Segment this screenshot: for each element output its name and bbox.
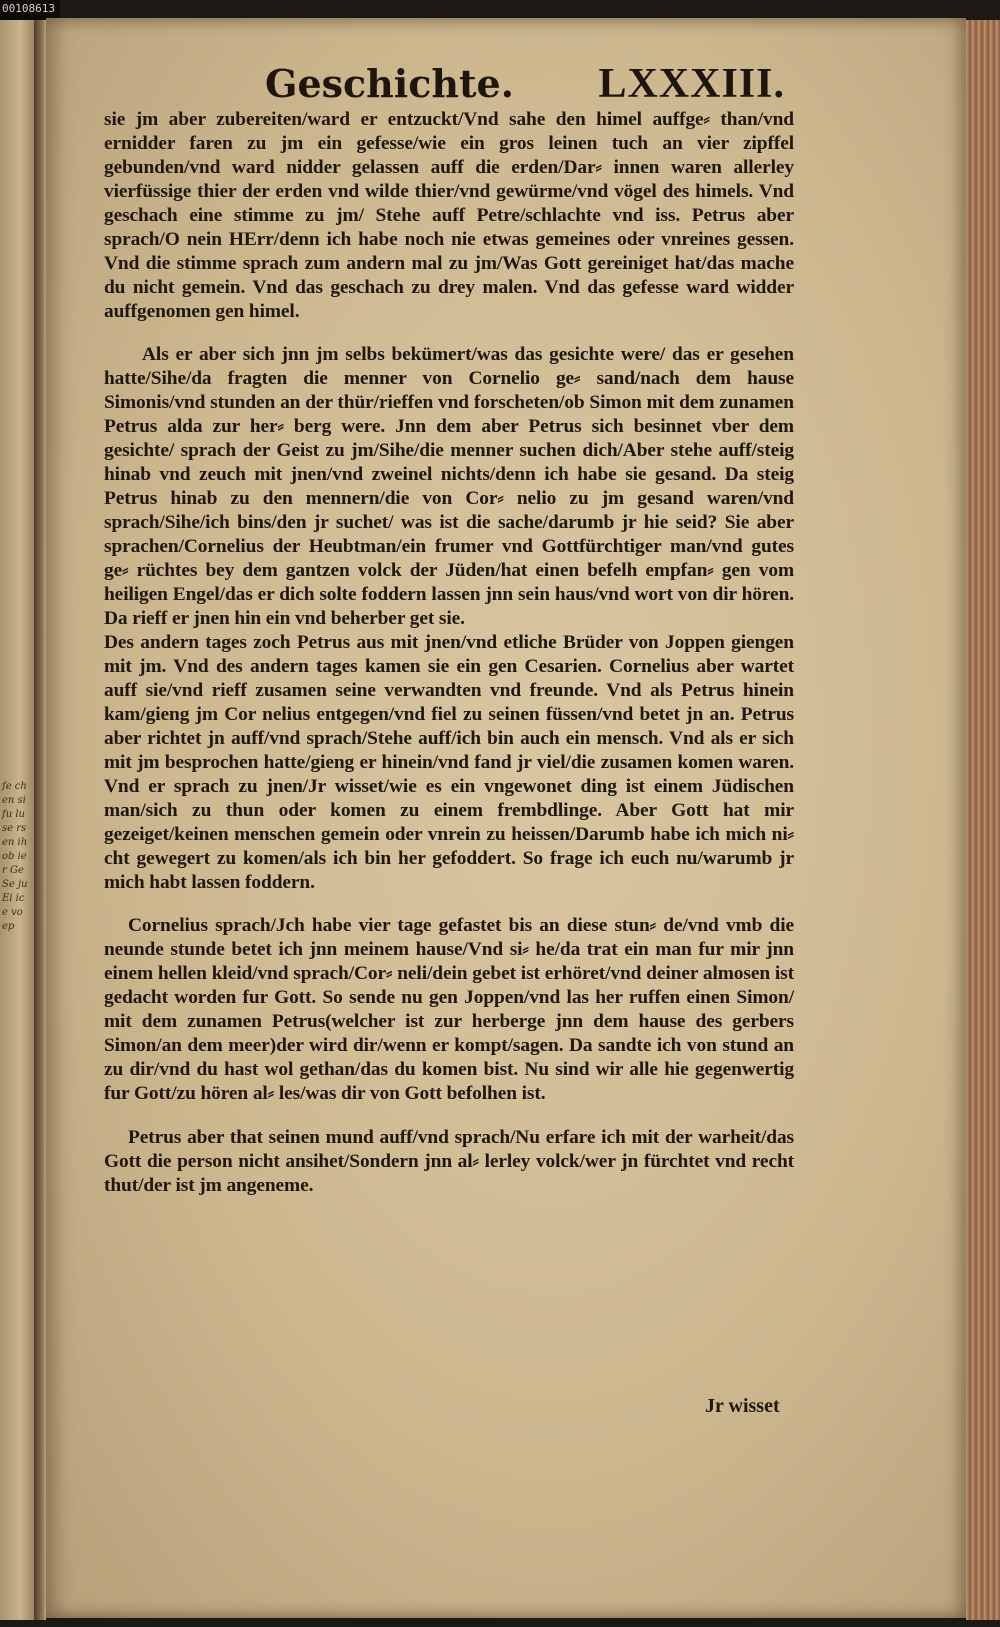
paragraph-5: Petrus aber that seinen mund auff/vnd sprach/Nu erfare ich mit der warheit/das Gott die person nicht ansihet/Sondern jnn al⸗ lerley volck/wer jn fürchtet vnd recht thut/der ist jm angeneme. <box>104 1127 794 1196</box>
facing-page-margin-fragments: fe ch en si fu lu se rs en ih ob ier Ge Se ju Ei ice vo ep <box>2 781 28 932</box>
paragraph-3: Des andern tages zoch Petrus aus mit jnen/vnd etliche Brüder von Joppen giengen mit jm. Vnd des andern tages kamen sie ein gen Cesarien. Cornelius aber wartet auff sie/vnd rieff zusamen seine verwandten vnd freunde. Vnd als Petrus hinein kam/gieng jm Cor nelius entgegen/vnd fiel zu seinen füssen/vnd betet jn an. Petrus aber richtet jn auff/vnd sprach/Stehe auff/ich bin auch ein mensch. Vnd als er sich mit jm besprochen hatte/gieng er hinein/vnd fand jr viel/die zusamen komen waren. Vnd er sprach zu jnen/Jr wisset/wie es ein vngewonet ding ist einem Jüdischen man/sich zu thun oder komen zu einem frembdlinge. Aber Gott hat mir gezeiget/keinen menschen gemein oder vnrein zu heissen/Darumb habe ich mich ni⸗ cht gewegert zu komen/als ich bin her gefoddert. So frage ich euch nu/warumb jr mich habt lassen foddern. <box>104 632 794 893</box>
scan-image-code: 00108613 <box>2 2 55 15</box>
folio-number: LXXXIII. <box>598 61 785 107</box>
catchword: Jr wisset <box>705 1395 780 1417</box>
paragraph-4: Cornelius sprach/Jch habe vier tage gefastet bis an diese stun⸗ de/vnd vmb die neunde stunde betet ich jnn meinem hause/Vnd si⸗ he/da trat ein man fur mir jnn einem hellen kleid/vnd sprach/Cor⸗ neli/dein gebet ist erhöret/vnd deiner almosen ist gedacht worden fur Gott. So sende nu gen Joppen/vnd las her ruffen einen Simon/ mit dem zunamen Petrus(welcher ist zur herberge jnn dem hause des gerbers Simon/an dem meer)der wird dir/wenn er kompt/sagen. Da sandte ich von stund an zu dir/vnd du hast wol gethan/das du komen bist. Nu sind wir alle hie gegenwertig fur Gott/zu hören al⸗ les/was dir von Gott befolhen ist. <box>104 915 794 1104</box>
paragraph-1: sie jm aber zubereiten/ward er entzuckt/Vnd sahe den himel auffge⸗ than/vnd ernidder faren zu jm ein gefesse/wie ein gros leinen tuch an vier zipffel gebunden/vnd ward nidder gelassen auff die erden/Dar⸗ innen waren allerley vierfüssige thier der erden vnd wilde thier/vnd gewürme/vnd vögel des himels. Vnd geschach eine stimme zu jm/ Stehe auff Petre/schlachte vnd iss. Petrus aber sprach/O nein HErr/denn ich habe noch nie etwas gemeines oder vnreines gessen. Vnd die stimme sprach zum andern mal zu jm/Was Gott gereiniget hat/das mache du nicht gemein. Vnd das geschach zu drey malen. Vnd das gefesse ward widder auffgenomen gen himel. <box>104 109 794 322</box>
paragraph-2: Als er aber sich jnn jm selbs bekümert/was das gesichte were/ das er gesehen hatte/Sihe/da fragten die menner von Cornelio ge⸗ sand/nach dem hause Simonis/vnd stunden an der thür/rieffen vnd forscheten/ob Simon mit dem zunamen Petrus alda zur her⸗ berg were. Jnn dem aber Petrus sich besinnet vber dem gesichte/ sprach der Geist zu jm/Sihe/die menner suchen dich/Aber stehe auff/steig hinab vnd zeuch mit jnen/vnd zweinel nichts/denn ich habe sie gesand. Da steig Petrus hinab zu den mennern/die von Cor⸗ nelio zu jm gesand waren/vnd sprach/Sihe/ich bins/den jr suchet/ was ist die sache/darumb jr hie seid? Sie aber sprachen/Cornelius der Heubtman/ein frumer vnd Gottfürchtiger man/vnd gutes ge⸗ rüchtes bey dem gantzen volck der Jüden/hat einen befelh empfan⸗ gen vom heiligen Engel/das er dich solte foddern lassen jnn sein haus/vnd wort von dir hören. Da rieff er jnen hin ein vnd beherber get sie. <box>104 344 794 629</box>
facing-page-edge <box>0 20 34 1620</box>
page-body <box>104 108 794 1198</box>
running-title: Geschichte. <box>265 61 514 106</box>
page-fore-edge <box>966 20 1000 1620</box>
book-gutter <box>34 20 46 1620</box>
